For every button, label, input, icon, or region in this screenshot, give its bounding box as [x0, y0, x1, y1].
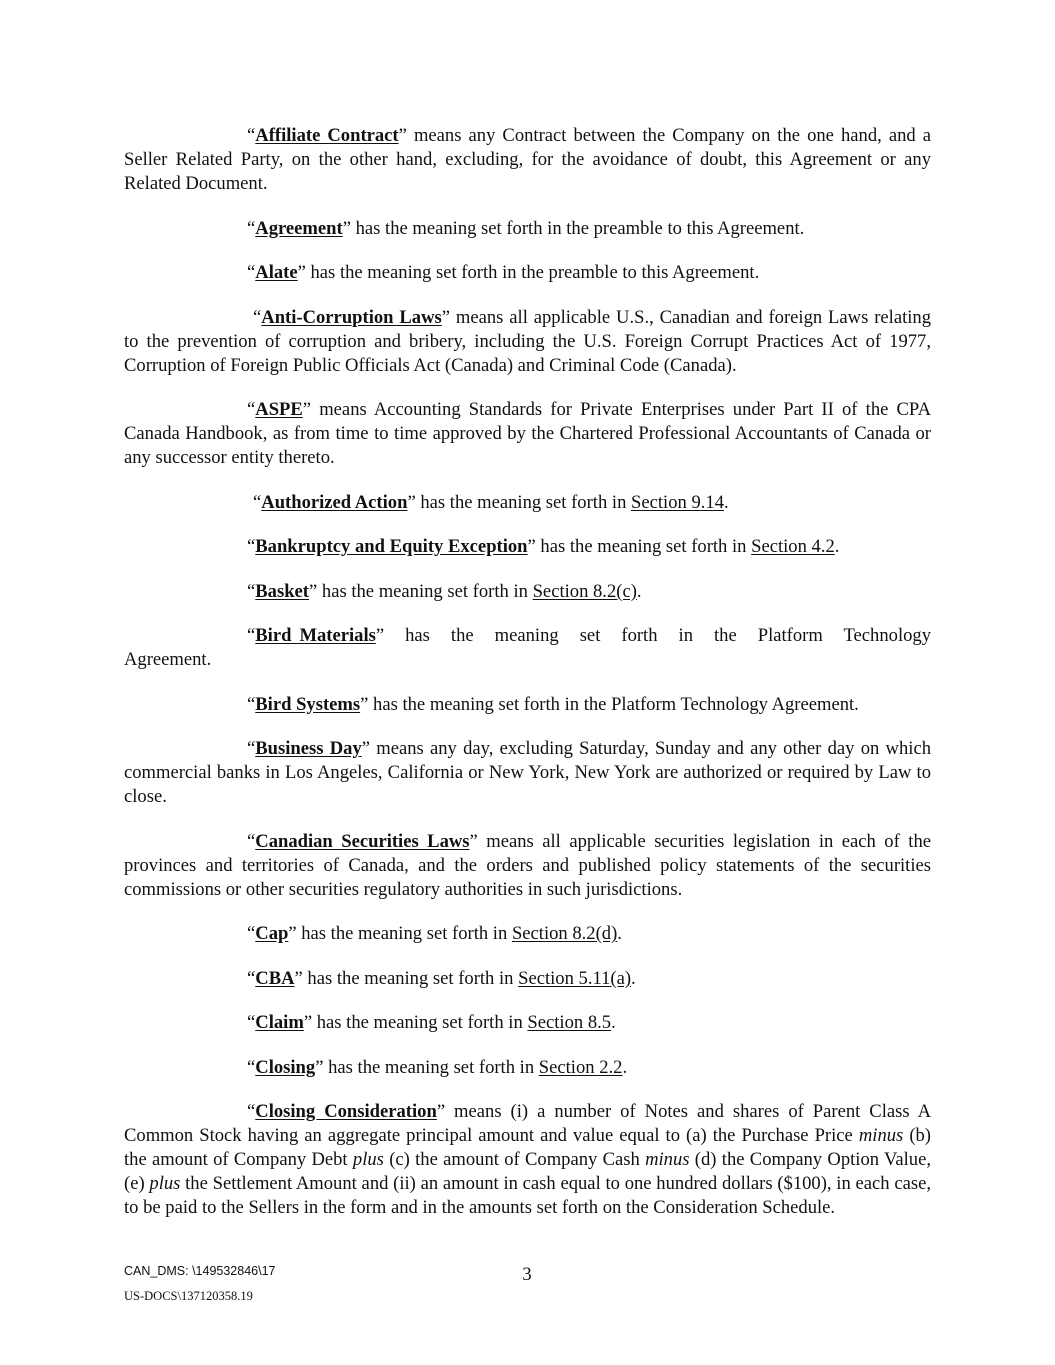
definition-closing-consideration: “Closing Consideration” means (i) a number of Notes and shares of Parent Class A Common Stock having an aggregate principal amount and value equal to (a) the Purchase Price minus (b) the amount of Company Debt plus (c) the amount of Company Cash minus (d) the Company Option Value, (e) plus the Settlement Amount and (ii) an amount in cash equal to one hundred dollars ($100), in each case, to be paid to the Sellers in the form and in the amounts set forth on the Consideration Schedule. [124, 1101, 931, 1218]
section-reference-link[interactable]: Section 8.2(d) [511, 923, 618, 944]
defined-term: Bankruptcy and Equity Exception [255, 536, 528, 557]
defined-term: Basket [255, 580, 309, 602]
footer-doc-id-secondary: US-DOCS\137120358.19 [124, 1289, 253, 1303]
defined-term: ASPE [255, 399, 303, 420]
defined-term: Bird Systems [255, 693, 361, 715]
defined-term: Claim [255, 1012, 304, 1033]
definition-basket: “Basket” has the meaning set forth in Section 8.2(c). [247, 580, 642, 602]
section-reference-link[interactable]: Section 8.2(c) [532, 580, 637, 602]
definition-bankruptcy-equity-exception: “Bankruptcy and Equity Exception” has the meaning set forth in Section 4.2. [247, 536, 840, 557]
section-reference-link[interactable]: Section 4.2 [751, 536, 835, 557]
definition-authorized-action: “Authorized Action” has the meaning set forth in Section 9.14. [253, 491, 729, 513]
definition-affiliate-contract: “Affiliate Contract” means any Contract between the Company on the one hand, and a Seller Related Party, on the other hand, excluding, for the avoidance of doubt, this Agreement or any Related Document. [124, 125, 932, 194]
definition-cba: “CBA” has the meaning set forth in Section 5.11(a). [247, 967, 636, 989]
definition-closing: “Closing” has the meaning set forth in Section 2.2. [247, 1056, 628, 1078]
section-reference-link[interactable]: Section 2.2 [538, 1056, 623, 1078]
defined-term: Affiliate Contract [255, 125, 399, 146]
section-reference-link[interactable]: Section 9.14 [631, 491, 724, 513]
definition-aspe: “ASPE” means Accounting Standards for Private Enterprises under Part II of the CPA Canada Handbook, as from time to time approved by the Chartered Professional Accountants of Canada or any successor entity thereto. [124, 399, 931, 468]
section-reference-link[interactable]: Section 5.11(a) [518, 967, 632, 989]
definition-anti-corruption-laws: “Anti-Corruption Laws” means all applicable U.S., Canadian and foreign Laws relating to the prevention of corruption and bribery, including the U.S. Foreign Corrupt Practices Act of 1977, Corruption of Foreign Public Officials Act (Canada) and Criminal Code (Canada). [124, 306, 931, 376]
section-reference-link[interactable]: Section 8.5 [527, 1012, 612, 1033]
definitions-list [124, 124, 931, 1241]
defined-term: Cap [255, 923, 289, 944]
defined-term: Agreement [255, 217, 343, 239]
definition-cap: “Cap” has the meaning set forth in Section 8.2(d). [247, 923, 622, 944]
definition-bird-materials: “Bird Materials” has the meaning set forth in the Platform Technology Agreement. [124, 625, 932, 670]
page-number: 3 [522, 1264, 532, 1285]
defined-term: Anti-Corruption Laws [261, 306, 442, 328]
defined-term: Closing Consideration [255, 1101, 437, 1122]
defined-term: Alate [255, 262, 298, 283]
defined-term: CBA [255, 967, 295, 989]
definition-alate: “Alate” has the meaning set forth in the preamble to this Agreement. [247, 262, 760, 283]
definition-claim: “Claim” has the meaning set forth in Section 8.5. [247, 1012, 616, 1033]
definition-canadian-securities-laws: “Canadian Securities Laws” means all applicable securities legislation in each of the provinces and territories of Canada, and the orders and published policy statements of the securities commissions or other securities regulatory authorities in such jurisdictions. [124, 830, 931, 900]
defined-term: Closing [255, 1056, 316, 1078]
defined-term: Canadian Securities Laws [255, 830, 470, 852]
footer-doc-id-primary: CAN_DMS: \149532846\17 [124, 1264, 276, 1278]
definition-business-day: “Business Day” means any day, excluding Saturday, Sunday and any other day on which commercial banks in Los Angeles, California or New York, New York are authorized or required by Law to close. [124, 738, 931, 807]
defined-term: Bird Materials [255, 625, 376, 646]
defined-term: Business Day [255, 738, 362, 759]
definition-bird-systems: “Bird Systems” has the meaning set forth in the Platform Technology Agreement. [247, 693, 859, 715]
defined-term: Authorized Action [261, 491, 408, 513]
definition-agreement: “Agreement” has the meaning set forth in the preamble to this Agreement. [247, 217, 805, 239]
